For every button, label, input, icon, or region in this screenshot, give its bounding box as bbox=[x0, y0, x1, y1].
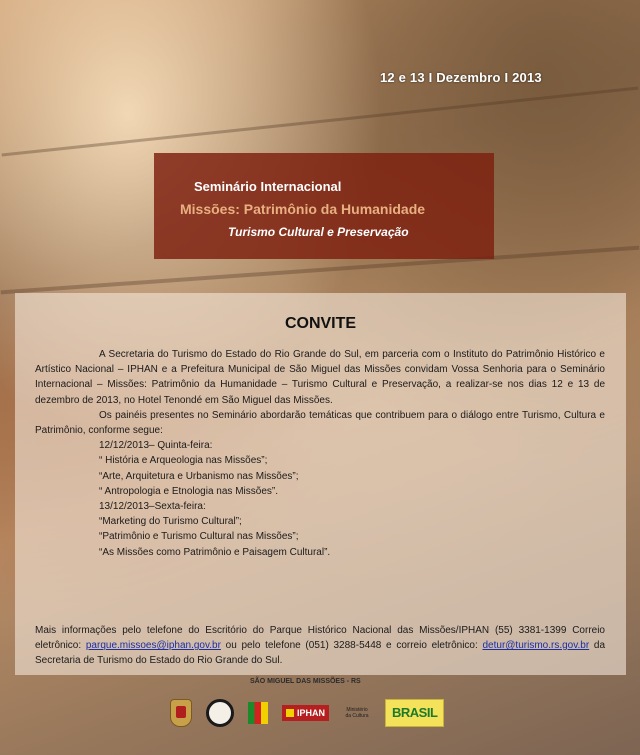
day1-label: 12/12/2013– Quinta-feira: bbox=[99, 440, 213, 452]
email-link-iphan[interactable]: parque.missoes@iphan.gov.br bbox=[85, 640, 221, 651]
list-item: “Arte, Arquitetura e Urbanismo nas Missões”; bbox=[99, 470, 299, 482]
iphan-mark-icon bbox=[286, 709, 294, 717]
list-item: “Patrimônio e Turismo Cultural nas Missões”; bbox=[99, 531, 299, 543]
event-title-line1: Seminário Internacional bbox=[194, 179, 342, 194]
invitation-heading: CONVITE bbox=[284, 315, 357, 332]
ministry-of-culture-logo: Ministério da Cultura bbox=[345, 707, 369, 719]
brasil-logo: BRASIL bbox=[385, 699, 444, 727]
email-link-detur[interactable]: detur@turismo.rs.gov.br bbox=[482, 640, 590, 651]
footer bbox=[0, 675, 640, 755]
iphan-logo-text: IPHAN bbox=[297, 708, 326, 718]
heritage-seal-icon bbox=[206, 699, 234, 727]
event-date: 12 e 13 I Dezembro I 2013 bbox=[380, 70, 542, 85]
municipal-crest-icon bbox=[170, 699, 192, 727]
day2-label: 13/12/2013–Sexta-feira: bbox=[99, 501, 206, 513]
event-title-line2: Missões: Patrimônio da Humanidade bbox=[180, 201, 426, 217]
list-item: “Marketing do Turismo Cultural”; bbox=[99, 516, 242, 528]
sponsor-logos bbox=[170, 693, 490, 733]
invitation-paragraph-2: Os painéis presentes no Seminário abordarão temáticas que contribuem para o diálogo entre Turismo, Cultura e Patrimônio, conforme segue: bbox=[35, 409, 605, 437]
list-item: “As Missões como Patrimônio e Paisagem Cultural”. bbox=[99, 546, 331, 558]
footer-location: SÃO MIGUEL DAS MISSÕES - RS bbox=[250, 678, 361, 685]
contact-text: ou pelo telefone (051) 3288-5448 e correio eletrônico: bbox=[220, 640, 483, 651]
invitation-panel bbox=[15, 293, 626, 675]
contact-text: Mais informações pelo telefone do Escritório do Parque Histórico Nacional das Missões/IPHAN (55) 3381-1399 Correio eletrônico: bbox=[35, 625, 605, 651]
title-box bbox=[154, 153, 494, 259]
decorative-stone-edge bbox=[2, 87, 639, 157]
list-item: “ História e Arqueologia nas Missões”; bbox=[99, 455, 268, 467]
event-title-line3: Turismo Cultural e Preservação bbox=[228, 225, 409, 239]
contact-text: da Secretaria de Turismo do Estado do Rio Grande do Sul. bbox=[35, 640, 606, 666]
list-item: “ Antropologia e Etnologia nas Missões”. bbox=[99, 485, 278, 497]
iphan-logo bbox=[282, 705, 329, 721]
contact-info bbox=[35, 623, 605, 668]
invitation-paragraph-1: A Secretaria do Turismo do Estado do Rio Grande do Sul, em parceria com o Instituto do Patrimônio Histórico e Artístico Nacional – IPHAN e a Prefeitura Municipal de São Miguel das Missões convidam Vossa Senhoria para o Seminário Internacional – Missões: Patrimônio da Humanidade – Turismo Cultural e Preservação, a realizar-se nos dias 12 e 13 de dezembro de 2013, no Hotel Tenondé em São Miguel das Missões. bbox=[35, 349, 605, 406]
rs-state-flag-icon bbox=[248, 702, 268, 724]
invitation-body bbox=[35, 347, 605, 560]
